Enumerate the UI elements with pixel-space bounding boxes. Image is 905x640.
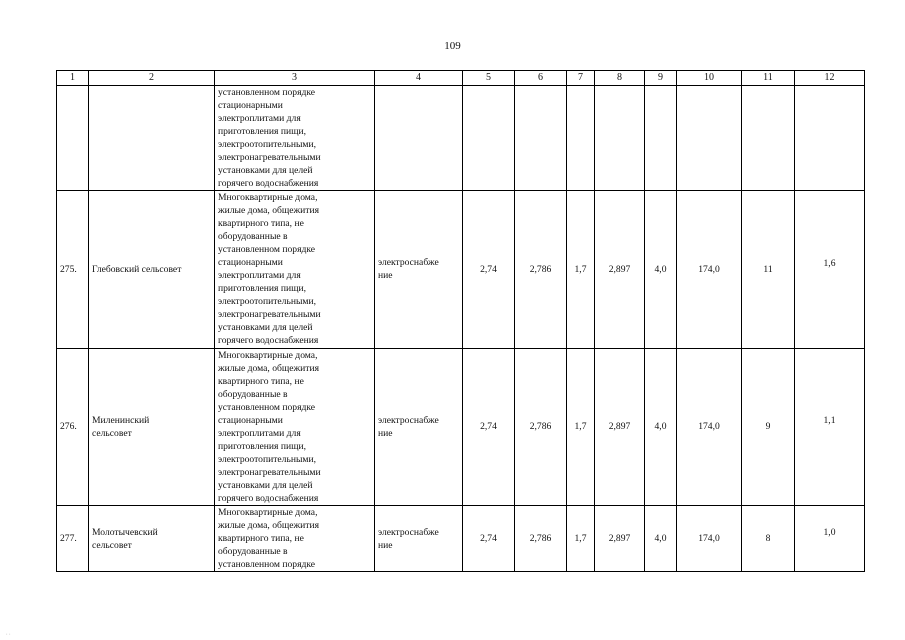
description-line: квартирного типа, не xyxy=(218,218,304,230)
table-body xyxy=(57,85,865,572)
row-number-cell xyxy=(57,85,89,190)
column-header-11: 11 xyxy=(742,71,795,86)
value-text: 4,0 xyxy=(654,533,667,545)
description-line: установленном порядке xyxy=(218,86,316,98)
value-cell-9 xyxy=(645,348,677,506)
description-line: оборудованные в xyxy=(218,388,288,400)
value-cell-8 xyxy=(595,85,645,190)
description-line: оборудованные в xyxy=(218,231,288,243)
value-cell-8 xyxy=(595,190,645,348)
description-line: электроотопительными, xyxy=(218,296,317,308)
service-type-cell xyxy=(375,348,463,506)
column-header-7: 7 xyxy=(567,71,595,86)
column-header-1: 1 xyxy=(57,71,89,86)
description-line: установленном порядке xyxy=(218,401,316,413)
value-text: 174,0 xyxy=(698,421,720,433)
tariff-table xyxy=(56,70,865,572)
description-cell xyxy=(215,348,375,506)
value-text: 11 xyxy=(763,263,773,275)
description-line: жилые дома, общежития xyxy=(218,205,320,217)
description-cell xyxy=(215,506,375,572)
municipality-cell xyxy=(89,85,215,190)
municipality-name-line: Молотычевский xyxy=(92,526,158,538)
value-cell-12 xyxy=(795,85,865,190)
municipality-cell xyxy=(89,190,215,348)
value-text: 1,1 xyxy=(823,415,836,427)
value-cell-10 xyxy=(677,506,742,572)
description-line: горячего водоснабжения xyxy=(218,335,319,347)
description-cell xyxy=(215,85,375,190)
description-line: жилые дома, общежития xyxy=(218,362,320,374)
service-type-cell xyxy=(375,85,463,190)
table-row xyxy=(57,190,865,348)
row-number-cell xyxy=(57,348,89,506)
municipality-name-line: сельсовет xyxy=(92,539,132,551)
value-cell-6 xyxy=(515,85,567,190)
description-line: стационарными xyxy=(218,257,283,269)
table-row xyxy=(57,348,865,506)
description-line: электронагревательными xyxy=(218,309,321,321)
description-line: стационарными xyxy=(218,414,283,426)
column-header-10: 10 xyxy=(677,71,742,86)
description-line: Многоквартирные дома, xyxy=(218,507,318,519)
description-line: электроплитами для xyxy=(218,112,301,124)
description-line: Многоквартирные дома, xyxy=(218,191,318,203)
value-text: 9 xyxy=(765,421,771,433)
description-line: установками для целей xyxy=(218,164,313,176)
service-type-cell xyxy=(375,190,463,348)
value-cell-10 xyxy=(677,85,742,190)
service-type-line: ние xyxy=(378,270,393,282)
column-header-4: 4 xyxy=(375,71,463,86)
value-cell-6 xyxy=(515,348,567,506)
description-line: электроотопительными, xyxy=(218,138,317,150)
municipality-name-line: Глебовский сельсовет xyxy=(92,263,182,275)
value-text: 2,897 xyxy=(608,533,631,545)
description-line: приготовления пищи, xyxy=(218,125,307,137)
description-line: электроплитами для xyxy=(218,427,301,439)
value-text: 1,6 xyxy=(823,257,836,269)
value-text: 2,897 xyxy=(608,421,631,433)
value-cell-11 xyxy=(742,85,795,190)
row-number: 275. xyxy=(60,263,77,275)
value-text: 174,0 xyxy=(698,263,720,275)
row-number: 277. xyxy=(60,533,77,545)
description-cell xyxy=(215,190,375,348)
value-text: 2,74 xyxy=(480,533,497,545)
value-text: 8 xyxy=(765,533,771,545)
value-text: 174,0 xyxy=(698,533,720,545)
value-cell-8 xyxy=(595,506,645,572)
value-text: 1,0 xyxy=(823,527,836,539)
description-line: оборудованные в xyxy=(218,546,288,558)
value-text: 2,786 xyxy=(529,263,552,275)
value-cell-5 xyxy=(463,506,515,572)
value-text: 4,0 xyxy=(654,263,667,275)
value-cell-11 xyxy=(742,190,795,348)
value-cell-10 xyxy=(677,190,742,348)
scan-edge-mark: ∙ ∙ xyxy=(6,632,11,638)
value-cell-9 xyxy=(645,85,677,190)
table-header xyxy=(57,71,865,86)
value-cell-12 xyxy=(795,506,865,572)
service-type-line: ние xyxy=(378,539,393,551)
description-line: установленном порядке xyxy=(218,559,316,571)
column-header-8: 8 xyxy=(595,71,645,86)
column-header-6: 6 xyxy=(515,71,567,86)
description-line: горячего водоснабжения xyxy=(218,493,319,505)
service-type-cell xyxy=(375,506,463,572)
value-cell-10 xyxy=(677,348,742,506)
value-cell-5 xyxy=(463,190,515,348)
value-text: 2,74 xyxy=(480,263,497,275)
value-cell-11 xyxy=(742,506,795,572)
service-type-line: электроснабже xyxy=(378,526,439,538)
value-cell-9 xyxy=(645,506,677,572)
description-line: Многоквартирные дома, xyxy=(218,349,318,361)
value-cell-12 xyxy=(795,348,865,506)
description-line: установками для целей xyxy=(218,322,313,334)
municipality-cell xyxy=(89,348,215,506)
description-line: электроотопительными, xyxy=(218,453,317,465)
value-text: 2,74 xyxy=(480,421,497,433)
description-line: квартирного типа, не xyxy=(218,375,304,387)
municipality-name-line: сельсовет xyxy=(92,427,132,439)
value-text: 2,786 xyxy=(529,533,552,545)
description-line: электроплитами для xyxy=(218,270,301,282)
service-type-line: электроснабже xyxy=(378,414,439,426)
value-text: 1,7 xyxy=(574,421,587,433)
description-line: приготовления пищи, xyxy=(218,283,307,295)
value-cell-7 xyxy=(567,506,595,572)
value-cell-5 xyxy=(463,85,515,190)
service-type-line: электроснабже xyxy=(378,257,439,269)
column-header-5: 5 xyxy=(463,71,515,86)
row-number: 276. xyxy=(60,421,77,433)
description-line: жилые дома, общежития xyxy=(218,520,320,532)
description-line: электронагревательными xyxy=(218,151,321,163)
description-line: горячего водоснабжения xyxy=(218,177,319,189)
value-text: 2,897 xyxy=(608,263,631,275)
description-line: установками для целей xyxy=(218,480,313,491)
column-header-12: 12 xyxy=(795,71,865,86)
value-cell-9 xyxy=(645,190,677,348)
municipality-name-line: Миленинский xyxy=(92,414,150,426)
description-line: стационарными xyxy=(218,99,283,111)
row-number-cell xyxy=(57,190,89,348)
row-number-cell xyxy=(57,506,89,572)
table-row xyxy=(57,506,865,572)
table-row-continuation xyxy=(57,85,865,190)
page-number: 109 xyxy=(444,40,461,52)
value-cell-5 xyxy=(463,348,515,506)
column-header-9: 9 xyxy=(645,71,677,86)
service-type-line: ние xyxy=(378,427,393,439)
value-text: 4,0 xyxy=(654,421,667,433)
value-cell-6 xyxy=(515,506,567,572)
value-cell-8 xyxy=(595,348,645,506)
value-cell-6 xyxy=(515,190,567,348)
description-line: электронагревательными xyxy=(218,466,321,478)
value-text: 2,786 xyxy=(529,421,552,433)
column-header-2: 2 xyxy=(89,71,215,86)
value-text: 1,7 xyxy=(574,263,587,275)
value-cell-12 xyxy=(795,190,865,348)
value-text: 1,7 xyxy=(574,533,587,545)
value-cell-7 xyxy=(567,190,595,348)
column-header-3: 3 xyxy=(215,71,375,86)
value-cell-7 xyxy=(567,348,595,506)
value-cell-7 xyxy=(567,85,595,190)
value-cell-11 xyxy=(742,348,795,506)
description-line: установленном порядке xyxy=(218,244,316,256)
municipality-cell xyxy=(89,506,215,572)
description-line: приготовления пищи, xyxy=(218,440,307,452)
description-line: квартирного типа, не xyxy=(218,533,304,545)
